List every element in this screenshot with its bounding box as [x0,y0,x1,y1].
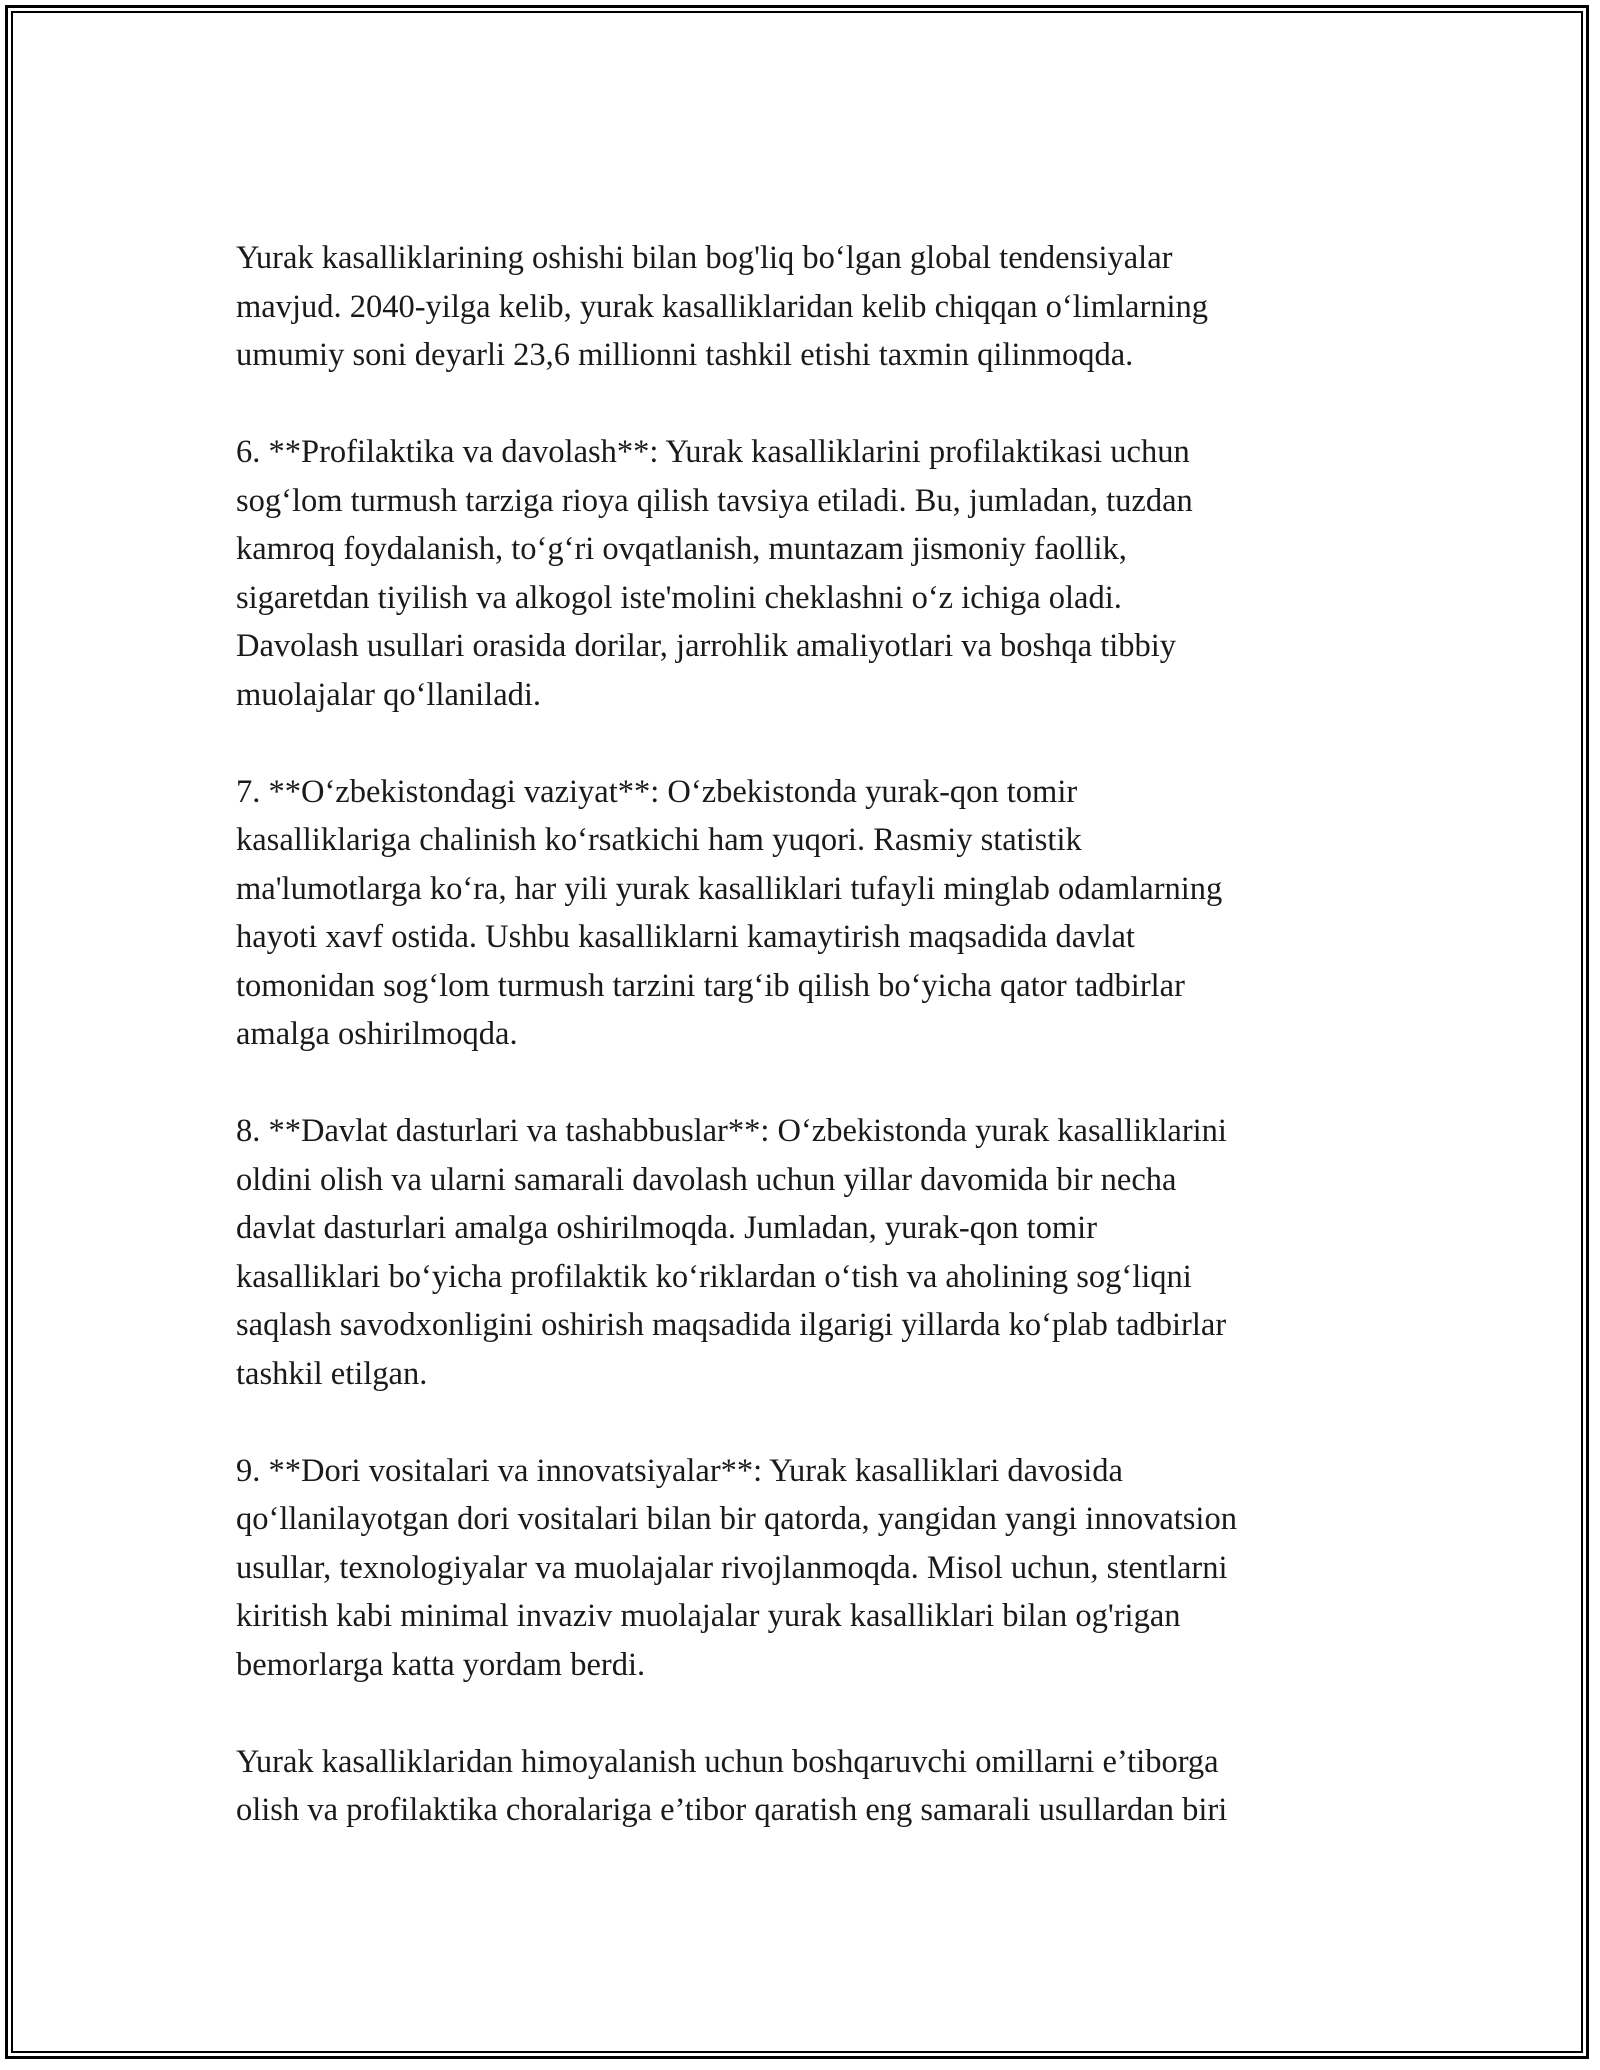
text-line: mavjud. 2040-yilga kelib, yurak kasalliklaridan kelib chiqqan o‘limlarning [236,288,1209,325]
paragraph-section-9 [236,1447,1376,1690]
text-line: muolajalar qo‘llaniladi. [236,676,542,713]
text-line: 8. **Davlat dasturlari va tashabbuslar**: O‘zbekistonda yurak kasalliklarini [236,1113,1227,1149]
text-line: bemorlarga katta yordam berdi. [236,1646,646,1683]
text-line: Yurak kasalliklarining oshishi bilan bog'liq bo‘lgan global tendensiyalar [236,240,1173,276]
paragraph-section-8 [236,1107,1376,1398]
text-line: 6. **Profilaktika va davolash**: Yurak kasalliklarini profilaktikasi uchun [236,434,1190,470]
text-line: tomonidan sog‘lom turmush tarzini targ‘ib qilish bo‘yicha qator tadbirlar [236,967,1185,1004]
paragraph-conclusion [236,1738,1376,1835]
paragraph-section-7 [236,768,1376,1059]
text-line: olish va profilaktika choralariga e’tibor qaratish eng samarali usullardan biri [236,1792,1228,1828]
text-line: ma'lumotlarga ko‘ra, har yili yurak kasalliklari tufayli minglab odamlarning [236,870,1223,907]
text-line: 9. **Dori vositalari va innovatsiyalar**: Yurak kasalliklari davosida [236,1452,1123,1489]
text-line: kiritish kabi minimal invaziv muolajalar yurak kasalliklari bilan og'rigan [236,1598,1181,1634]
text-line: oldini olish va ularni samarali davolash uchun yillar davomida bir necha [236,1161,1177,1198]
text-line: qo‘llanilayotgan dori vositalari bilan bir qatorda, yangidan yangi innovatsion [236,1501,1237,1537]
text-line: hayoti xavf ostida. Ushbu kasalliklarni kamaytirish maqsadida davlat [236,919,1135,955]
text-line: Yurak kasalliklaridan himoyalanish uchun boshqaruvchi omillarni e’tiborga [236,1743,1219,1780]
text-line: kasalliklari bo‘yicha profilaktik ko‘riklardan o‘tish va aholining sog‘liqni [236,1258,1192,1295]
text-line: saqlash savodxonligini oshirish maqsadida ilgarigi yillarda ko‘plab tadbirlar [236,1307,1227,1343]
text-line: sog‘lom turmush tarziga rioya qilish tavsiya etiladi. Bu, jumladan, tuzdan [236,482,1193,519]
text-line: Davolash usullari orasida dorilar, jarrohlik amaliyotlari va boshqa tibbiy [236,628,1177,664]
paragraph-intro [236,234,1376,380]
text-line: tashkil etilgan. [236,1355,428,1392]
text-line: kamroq foydalanish, to‘g‘ri ovqatlanish, muntazam jismoniy faollik, [236,531,1127,567]
text-line: 7. **O‘zbekistondagi vaziyat**: O‘zbekistonda yurak-qon tomir [236,773,1078,810]
text-line: sigaretdan tiyilish va alkogol iste'molini cheklashni o‘z ichiga oladi. [236,579,1122,616]
paragraph-section-6 [236,428,1376,719]
text-line: usullar, texnologiyalar va muolajalar rivojlanmoqda. Misol uchun, stentlarni [236,1549,1228,1586]
text-line: kasalliklariga chalinish ko‘rsatkichi ham yuqori. Rasmiy statistik [236,822,1082,858]
text-line: umumiy soni deyarli 23,6 millionni tashkil etishi taxmin qilinmoqda. [236,337,1134,373]
text-line: amalga oshirilmoqda. [236,1016,518,1052]
text-line: davlat dasturlari amalga oshirilmoqda. Jumladan, yurak-qon tomir [236,1210,1098,1246]
document-body [236,234,1376,1883]
